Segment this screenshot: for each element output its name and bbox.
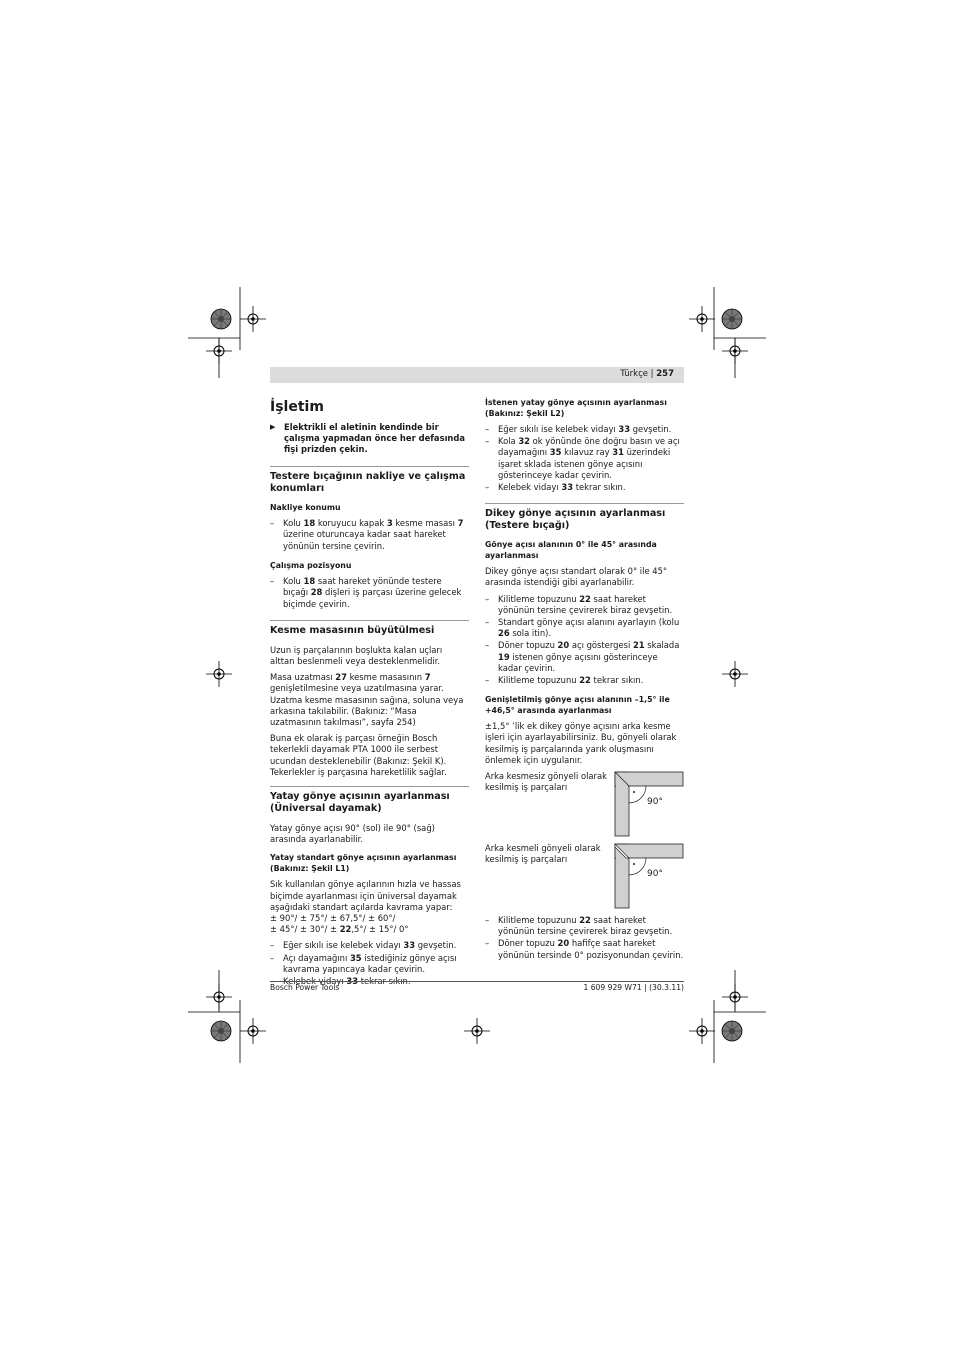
section-divider [270,466,469,467]
list-item: – Kolu 18 koruyucu kapak 3 kesme masası 7 üzerine oturuncaya kadar saat hareket yönünün tersine çevirin. [270,518,469,552]
list-item: – Kelebek vidayı 33 tekrar sıkın. [270,976,469,987]
paragraph: Dikey gönye açısı standart olarak 0° ile 45° arasında istendiği gibi ayarlanabilir. [485,566,668,588]
heading-horizontal-mitre: Yatay gönye açısının ayarlanması (Üniversal dayamak) [270,791,450,815]
range-0-45-steps [485,594,684,687]
subheading-standard-mitre: Yatay standart gönye açısının ayarlanması (Bakınız: Şekil L1) [270,853,457,873]
heading-blade-positions: Testere bıçağının nakliye ve çalışma konumları [270,470,466,494]
left-column [270,398,469,996]
footer-rule [270,981,684,982]
list-item: – Kelebek vidayı 33 tekrar sıkın. [485,482,684,493]
subheading-range-0-45: Gönye açısı alanının 0° ile 45° arasında ayarlanması [485,540,657,560]
footer-doc-number: 1 609 929 W71 | (30.3.11) [583,983,684,992]
paragraph: Sık kullanılan gönye açılarının hızla ve hassas biçimde ayarlanması için üniversal dayamak aşağıdaki standart açılarda kavrama yapar: [270,879,461,912]
figure-no-undercut [485,771,684,837]
subheading-extended-range: Genişletilmiş gönye açısı alanının –1,5° ile +46,5° arasında ayarlanması [485,695,670,715]
list-item: – Standart gönye açısı alanını ayarlayın (kolu 26 sola itin). [485,617,684,639]
list-item: – Döner topuzu 20 açı göstergesi 21 skalada 19 istenen gönye açısını gösterinceye kadar çevirin. [485,640,684,674]
mitre-joint-undercut-diagram [614,843,684,909]
safety-warning [270,422,469,456]
heading-table-extension: Kesme masasının büyütülmesi [270,624,435,636]
paragraph: Buna ek olarak iş parçası örneğin Bosch tekerlekli dayamak PTA 1000 ile serbest ucundan desteklenebilir (Bakınız: Şekil K). Tekerlekler iş parçasına hareketlilik sağlar. [270,733,447,777]
paragraph: Masa uzatması 27 kesme masasının 7 genişletilmesine veya uzatılmasına yarar. Uzatma kesme masasının sağına, soluna veya arkasına takılabilir. (Bakınız: “Masa uzatmasının takılması”, sayfa 254) [270,672,464,728]
page-header-text [620,369,674,379]
list-item: – Kilitleme topuzunu 22 saat hareket yönünün tersine çevirerek biraz gevşetin. [485,915,684,937]
list-item: – Kilitleme topuzunu 22 tekrar sıkın. [485,675,684,686]
paragraph: Uzun iş parçalarının boşlukta kalan uçları alttan beslenmeli veya desteklenmelidir. [270,644,443,667]
figure-caption: Arka kesmeli gönyeli olarak kesilmiş iş parçaları [485,843,601,865]
standard-angles-line-1: ± 90°/ ± 75°/ ± 67,5°/ ± 60°/ [270,913,396,924]
transport-steps [270,518,469,552]
working-position-steps [270,576,469,610]
safety-warning-text: Elektrikli el aletinin kendinde bir çalışma yapmadan önce her defasında fişi prizden çekin. [284,422,466,455]
subheading-working-position: Çalışma pozisyonu [270,560,352,570]
section-divider [270,620,469,621]
subheading-any-mitre: İstenen yatay gönye açısının ayarlanması (Bakınız: Şekil L2) [485,398,667,418]
paragraph: Yatay gönye açısı 90° (sol) ile 90° (sağ) arasında ayarlanabilir. [270,823,435,845]
list-item: – Kolu 18 saat hareket yönünde testere bıçağı 28 dişleri iş parçası üzerine gelecek biçimde çevirin. [270,576,469,610]
subheading-transport: Nakliye konumu [270,502,341,512]
paragraph: ±1,5° ’lik ek dikey gönye açısını arka kesme işleri için ayarlayabilirsiniz. Bu, gönyeli olarak kesilmiş iş parçalarında yarık oluşmasını önlemek için uygulanır. [485,721,677,765]
list-item: – Eğer sıkılı ise kelebek vidayı 33 gevşetin. [270,940,469,951]
figure-with-undercut [485,843,684,909]
list-item: – Eğer sıkılı ise kelebek vidayı 33 gevşetin. [485,424,684,435]
header-language: Türkçe [620,369,648,379]
list-item: – Kilitleme topuzunu 22 saat hareket yönünün tersine çevirerek biraz gevşetin. [485,594,684,616]
standard-angles-line-2: ± 45°/ ± 30°/ ± 22,5°/ ± 15°/ 0° [270,924,409,935]
angle-label: 90° [647,797,663,808]
page-number: 257 [656,369,674,379]
list-item: – Kola 32 ok yönünde öne doğru basın ve açı dayamağını 35 kılavuz ray 31 üzerindeki işaret sklada istenen gönye açısını gösterinceye kadar çevirin. [485,436,684,481]
triangle-bullet-icon: ▶ [270,423,276,431]
angle-label: 90° [647,869,663,880]
mitre-joint-diagram [614,771,684,837]
list-item: – Açı dayamağını 35 istediğiniz gönye açısı kavrama yapıncaya kadar çevirin. [270,953,469,975]
section-divider [485,503,684,504]
header-separator: | [650,369,654,379]
section-divider [270,786,469,787]
heading-vertical-mitre: Dikey gönye açısının ayarlanması (Testere bıçağı) [485,508,666,532]
list-item: – Döner topuzu 20 hafifçe saat hareket yönünün tersinde 0° pozisyonundan çevirin. [485,938,684,960]
footer-brand: Bosch Power Tools [270,983,340,992]
section-title-operation: İşletim [270,399,324,415]
figure-caption: Arka kesmesiz gönyeli olarak kesilmiş iş parçaları [485,771,607,793]
extended-range-steps [485,915,684,961]
any-mitre-steps [485,424,684,493]
page-header-bar [270,367,684,383]
right-column [485,398,684,970]
